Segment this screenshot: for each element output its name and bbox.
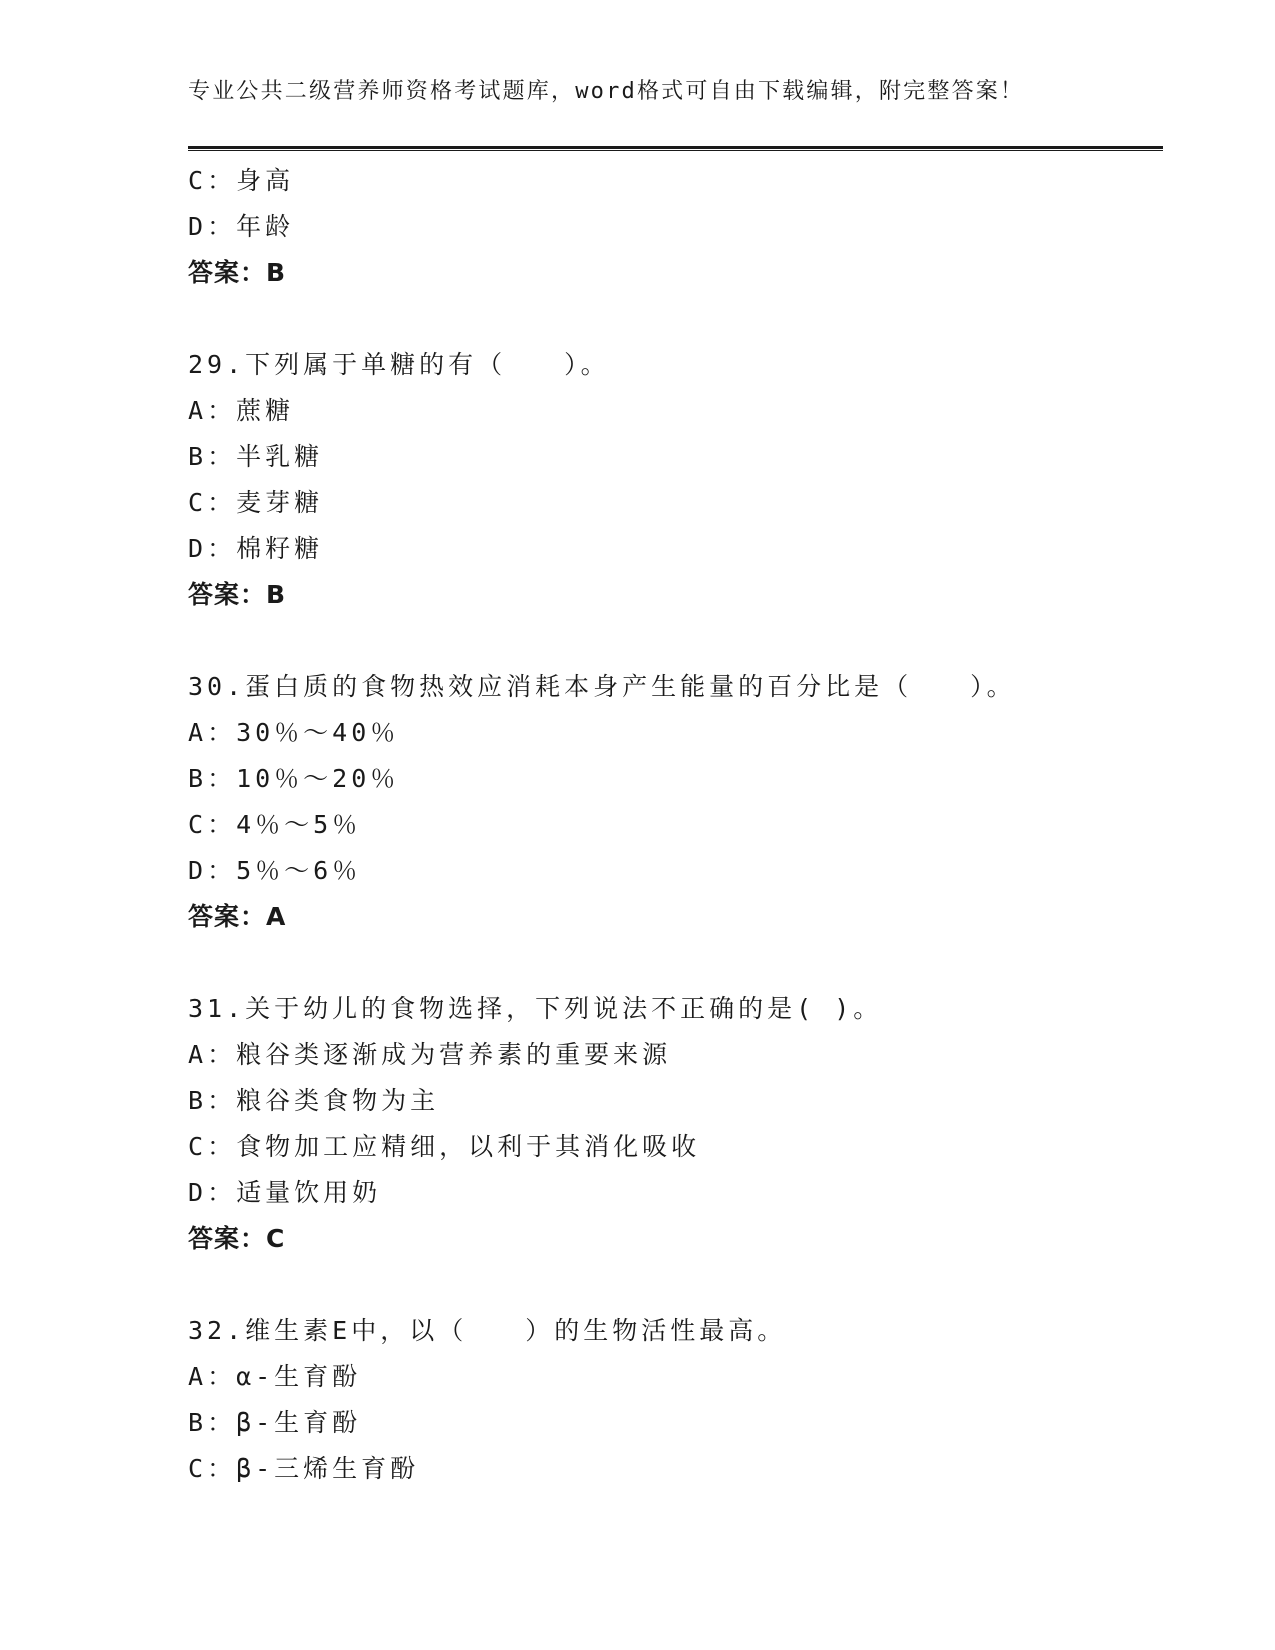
option-c: C：麦芽糖 (188, 488, 324, 517)
option-a: A：粮谷类逐渐成为营养素的重要来源 (188, 1040, 672, 1069)
option-text: β-生育酚 (236, 1408, 362, 1437)
option-letter: C (188, 1454, 208, 1483)
option-text: 麦芽糖 (236, 488, 324, 517)
option-b: B：粮谷类食物为主 (188, 1086, 440, 1115)
option-a: A：蔗糖 (188, 396, 295, 425)
option-letter: C (188, 810, 208, 839)
question-block-32 (188, 1308, 1163, 1492)
option-letter: B (188, 764, 208, 793)
answer-line: 答案：B (188, 580, 287, 609)
option-letter: B (188, 442, 208, 471)
question-block-29 (188, 342, 1163, 618)
option-text: 蔗糖 (236, 396, 295, 425)
header-divider (188, 146, 1163, 151)
option-letter: D (188, 212, 208, 241)
option-letter: B (188, 1086, 208, 1115)
option-text: 4％～5％ (236, 810, 362, 839)
option-letter: A (188, 1040, 208, 1069)
option-letter: C (188, 166, 208, 195)
option-d: D：年龄 (188, 212, 295, 241)
question-stem: 30.蛋白质的食物热效应消耗本身产生能量的百分比是（ ）。 (188, 672, 1016, 701)
option-text: β-三烯生育酚 (236, 1454, 420, 1483)
option-b: B：半乳糖 (188, 442, 324, 471)
option-text: 食物加工应精细，以利于其消化吸收 (236, 1132, 701, 1161)
question-block-prev (188, 158, 1163, 296)
page-header: 专业公共二级营养师资格考试题库，word格式可自由下载编辑，附完整答案！ (188, 79, 1025, 104)
option-c: C：4％～5％ (188, 810, 362, 839)
question-stem: 31.关于幼儿的食物选择，下列说法不正确的是( )。 (188, 994, 883, 1023)
answer-line: 答案：B (188, 258, 287, 287)
option-letter: C (188, 1132, 208, 1161)
document-page (188, 0, 1163, 1650)
question-stem: 32.维生素E中，以（ ）的生物活性最高。 (188, 1316, 787, 1345)
answer-line: 答案：C (188, 1224, 286, 1253)
option-a: A：α-生育酚 (188, 1362, 362, 1391)
option-text: 10％～20％ (236, 764, 400, 793)
option-letter: A (188, 1362, 208, 1391)
option-letter: A (188, 396, 208, 425)
option-text: 5％～6％ (236, 856, 362, 885)
option-letter: B (188, 1408, 208, 1437)
option-letter: D (188, 1178, 208, 1207)
option-letter: D (188, 856, 208, 885)
answer-line: 答案：A (188, 902, 287, 931)
option-c: C：食物加工应精细，以利于其消化吸收 (188, 1132, 701, 1161)
option-text: 粮谷类食物为主 (236, 1086, 440, 1115)
option-d: D：适量饮用奶 (188, 1178, 382, 1207)
option-text: 30％～40％ (236, 718, 400, 747)
question-block-31 (188, 986, 1163, 1262)
option-c: C：β-三烯生育酚 (188, 1454, 420, 1483)
option-a: A：30％～40％ (188, 718, 400, 747)
option-c: C：身高 (188, 166, 295, 195)
option-text: α-生育酚 (236, 1362, 362, 1391)
option-letter: C (188, 488, 208, 517)
option-text: 粮谷类逐渐成为营养素的重要来源 (236, 1040, 672, 1069)
question-stem: 29.下列属于单糖的有（ ）。 (188, 350, 610, 379)
option-text: 棉籽糖 (236, 534, 324, 563)
option-text: 年龄 (236, 212, 295, 241)
option-d: D：5％～6％ (188, 856, 362, 885)
question-block-30 (188, 664, 1163, 940)
option-text: 适量饮用奶 (236, 1178, 382, 1207)
option-b: B：β-生育酚 (188, 1408, 362, 1437)
question-list (188, 158, 1163, 1492)
option-d: D：棉籽糖 (188, 534, 324, 563)
option-text: 身高 (236, 166, 295, 195)
option-text: 半乳糖 (236, 442, 324, 471)
option-b: B：10％～20％ (188, 764, 400, 793)
option-letter: D (188, 534, 208, 563)
option-letter: A (188, 718, 208, 747)
